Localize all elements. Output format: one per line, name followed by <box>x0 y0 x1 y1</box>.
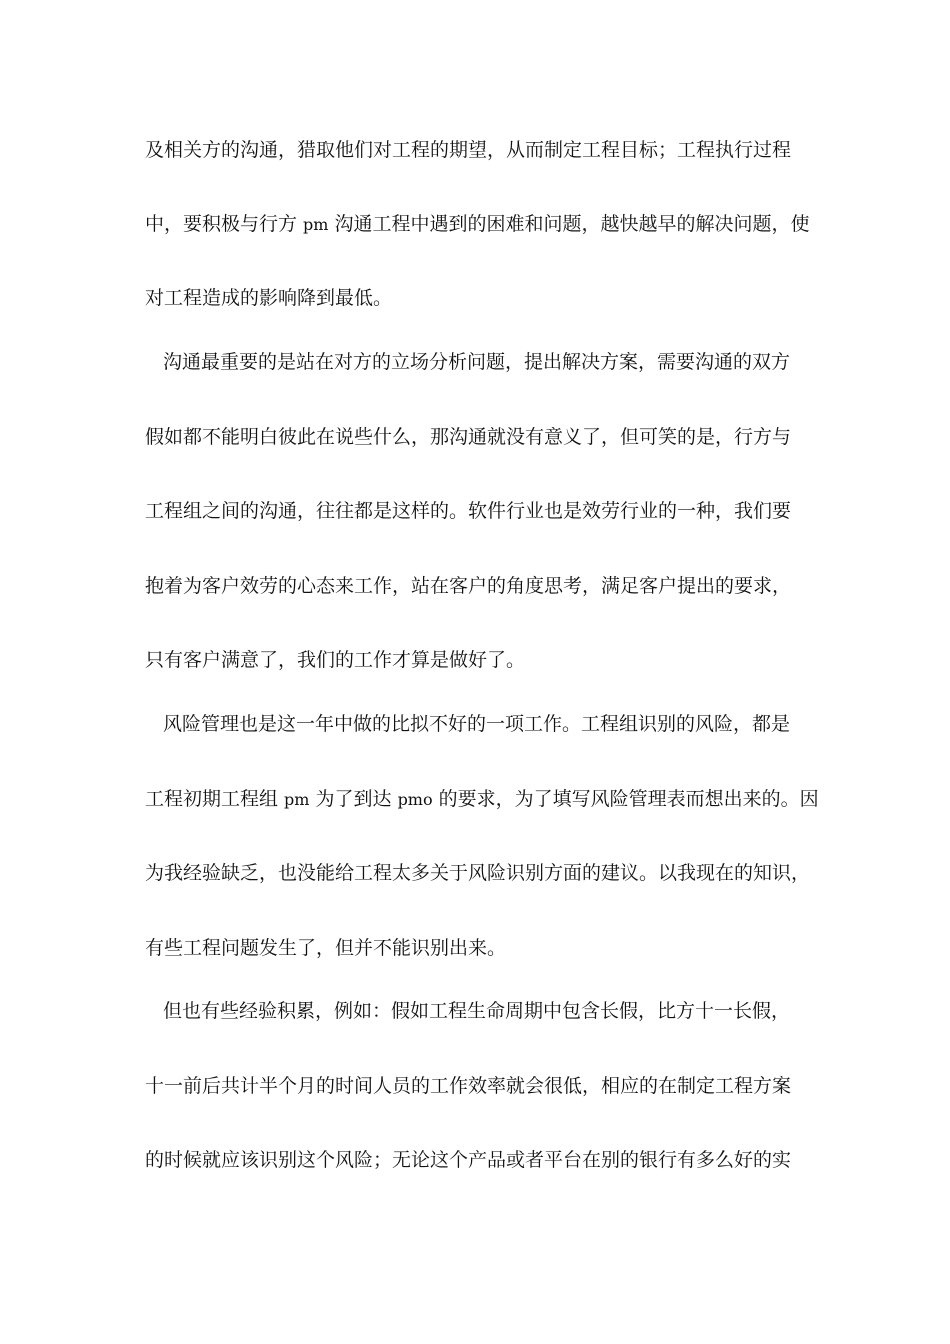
paragraph-line: 只有客户满意了，我们的工作才算是做好了。 <box>145 649 526 671</box>
paragraph-line: 对工程造成的影响降到最低。 <box>145 287 393 309</box>
text-run: 沟通工程中遇到的困难和问题，越快越早的解决问题，使 <box>328 213 810 235</box>
text-run: 中，要积极与行方 <box>145 213 304 235</box>
paragraph-first-line: 但也有些经验积累，例如：假如工程生命周期中包含长假，比方十一长假， <box>163 1000 791 1022</box>
text-run-latin: pm <box>303 215 329 234</box>
paragraph-line: 抱着为客户效劳的心态来工作，站在客户的角度思考，满足客户提出的要求， <box>145 575 792 597</box>
paragraph-line: 为我经验缺乏，也没能给工程太多关于风险识别方面的建议。以我现在的知识， <box>145 862 811 884</box>
paragraph-line: 及相关方的沟通，猎取他们对工程的期望，从而制定工程目标；工程执行过程 <box>145 139 792 161</box>
text-run: 工程初期工程组 <box>145 788 285 810</box>
paragraph-first-line: 沟通最重要的是站在对方的立场分析问题，提出解决方案，需要沟通的双方 <box>163 351 791 373</box>
paragraph-line: 十一前后共计半个月的时间人员的工作效率就会很低，相应的在制定工程方案 <box>145 1075 792 1097</box>
text-run: 为了到达 <box>309 788 398 810</box>
paragraph-line: 的时候就应该识别这个风险；无论这个产品或者平台在别的银行有多么好的实 <box>145 1149 792 1171</box>
paragraph-line: 工程组之间的沟通，往往都是这样的。软件行业也是效劳行业的一种，我们要 <box>145 500 792 522</box>
text-run-latin: pmo <box>397 790 433 809</box>
paragraph-first-line: 风险管理也是这一年中做的比拟不好的一项工作。工程组识别的风险，都是 <box>163 713 791 735</box>
text-run: 的要求，为了填写风险管理表而想出来的。因 <box>432 788 819 810</box>
paragraph-line: 假如都不能明白彼此在说些什么，那沟通就没有意义了，但可笑的是，行方与 <box>145 426 792 448</box>
paragraph-line: 有些工程问题发生了，但并不能识别出来。 <box>145 937 507 959</box>
paragraph-line <box>145 211 825 238</box>
text-run-latin: pm <box>284 790 310 809</box>
paragraph-line <box>145 786 825 813</box>
